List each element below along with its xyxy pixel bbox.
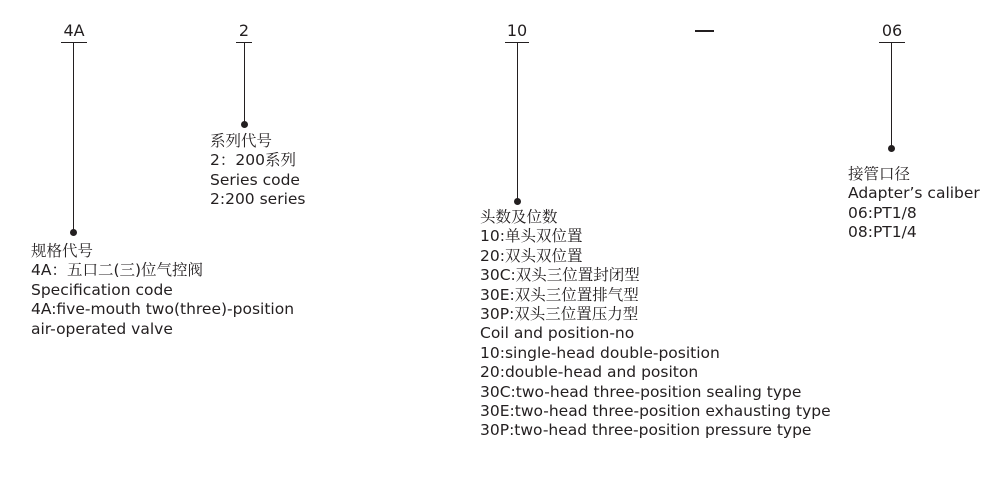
coil-line: 30E:双头三位置排气型 — [480, 285, 639, 304]
coil-line: 30P:two-head three-position pressure type — [480, 421, 812, 440]
series-line: Series code — [210, 170, 300, 189]
code-coil: 10 — [506, 21, 528, 40]
coil-line: 30P:双头三位置压力型 — [480, 305, 639, 324]
code-caliber-underline — [879, 42, 905, 43]
leader-line-caliber — [891, 42, 892, 149]
coil-line: 20:double-head and positon — [480, 363, 699, 382]
leader-dot-series — [241, 121, 248, 128]
leader-line-series — [244, 42, 245, 125]
spec-title: 规格代号 — [31, 242, 94, 260]
coil-line: 30C:双头三位置封闭型 — [480, 266, 640, 285]
leader-line-coil — [517, 42, 518, 202]
coil-line: 20:双头双位置 — [480, 246, 583, 265]
spec-line: air-operated valve — [31, 319, 173, 338]
code-spec: 4A — [63, 21, 85, 40]
separator-dash — [695, 30, 714, 32]
caliber-line: 08:PT1/4 — [848, 223, 917, 242]
spec-line: Specification code — [31, 280, 173, 299]
coil-description — [480, 208, 831, 441]
coil-title: 头数及位数 — [480, 208, 558, 226]
caliber-line: Adapter’s caliber — [848, 184, 980, 203]
coil-line: Coil and position-no — [480, 324, 635, 343]
leader-dot-caliber — [888, 145, 895, 152]
coil-line: 30C:two-head three-position sealing type — [480, 382, 802, 401]
coil-line: 30E:two-head three-position exhausting type — [480, 402, 831, 421]
series-description — [210, 132, 306, 210]
leader-dot-spec — [70, 229, 77, 236]
series-line: 2:200 series — [210, 190, 306, 209]
leader-line-spec — [73, 42, 74, 232]
leader-dot-coil — [514, 198, 521, 205]
spec-line: 4A:five-mouth two(three)-position — [31, 300, 295, 319]
code-series: 2 — [238, 21, 250, 40]
coil-line: 10:single-head double-position — [480, 343, 720, 362]
code-spec-underline — [61, 42, 87, 43]
caliber-line: 06:PT1/8 — [848, 203, 917, 222]
series-line: 2：200系列 — [210, 151, 296, 170]
code-caliber: 06 — [881, 21, 903, 40]
spec-line: 4A：五口二(三)位气控阀 — [31, 261, 204, 280]
coil-line: 10:单头双位置 — [480, 227, 583, 246]
caliber-description — [848, 165, 980, 243]
caliber-title: 接管口径 — [848, 165, 911, 183]
spec-description — [31, 242, 294, 339]
series-title: 系列代号 — [210, 132, 273, 150]
